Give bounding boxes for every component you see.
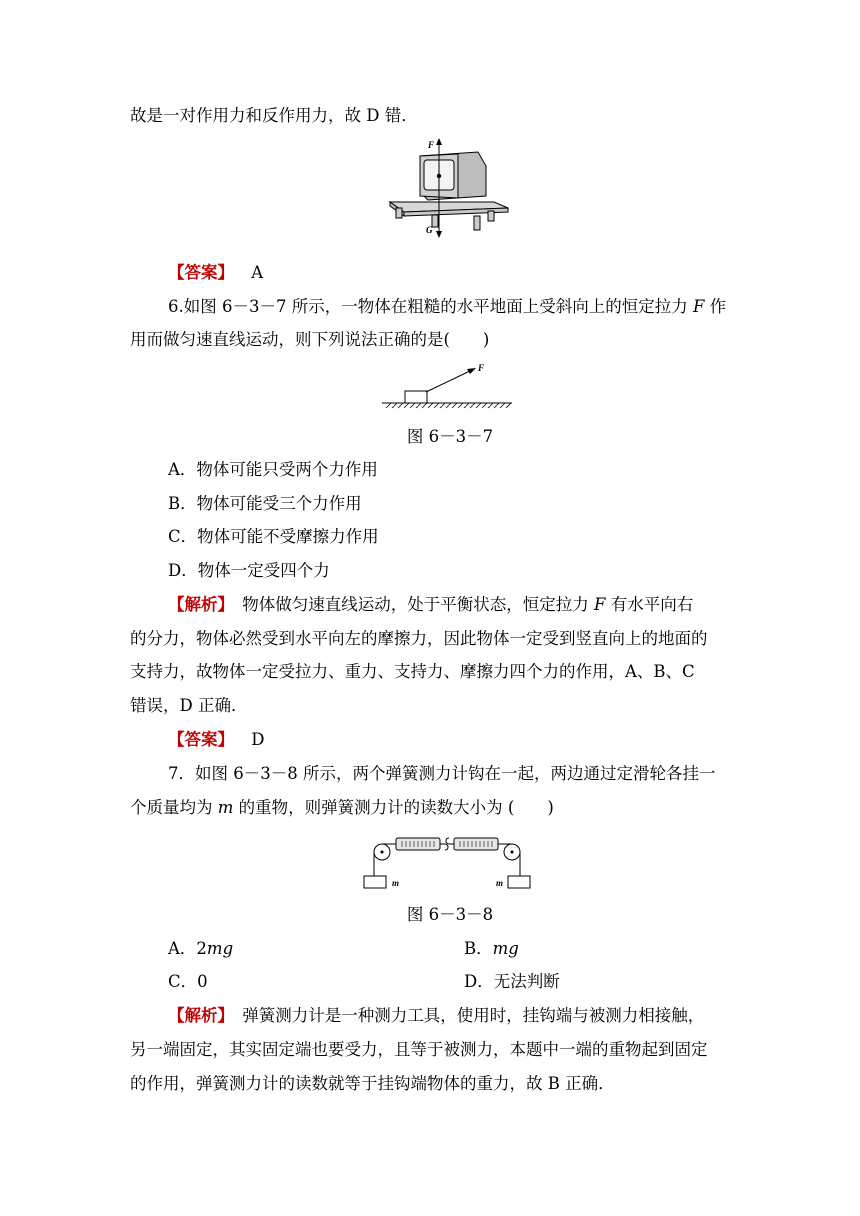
q7-analysis-line3: 的作用，弹簧测力计的读数就等于挂钩端物体的重力，故 B 正确． (130, 1074, 615, 1093)
tv-force-figure (386, 136, 512, 240)
figure-caption: 图 6－3－8 (406, 905, 494, 924)
answer-value: D (251, 730, 265, 749)
answer-value: A (251, 263, 264, 282)
q6-stem-line1: 6.如图 6－3－7 所示，一物体在粗糙的水平地面上受斜向上的恒定拉力 F 作 (168, 297, 727, 316)
option-d: D．物体一定受四个力 (168, 561, 330, 580)
option-d: D．无法判断 (464, 972, 560, 991)
q7-analysis-line2: 另一端固定，其实固定端也要受力，且等于被测力，本题中一端的重物起到固定 (130, 1040, 708, 1059)
q7-stem-line2: 个质量均为 m 的重物，则弹簧测力计的读数大小为 ( ) (130, 798, 554, 817)
previous-conclusion: 故是一对作用力和反作用力，故 D 错． (130, 106, 418, 125)
option-c: C．0 (168, 972, 208, 991)
mass-label-right: m (496, 878, 504, 888)
q6-stem-line2: 用而做匀速直线运动，则下列说法正确的是( ) (130, 330, 490, 349)
option-b: B．mg (464, 939, 519, 958)
q6-analysis-line3: 支持力，故物体一定受拉力、重力、支持力、摩擦力四个力的作用，A、B、C (130, 662, 695, 681)
q7-stem-line1: 7．如图 6－3－8 所示，两个弹簧测力计钩在一起，两边通过定滑轮各挂一 (168, 764, 716, 783)
q5-answer (168, 261, 263, 285)
answer-tag: 【答案】 (168, 730, 234, 749)
option-a: A．物体可能只受两个力作用 (168, 460, 378, 479)
analysis-tag: 【解析】 (168, 1006, 226, 1025)
answer-tag: 【答案】 (168, 263, 234, 282)
q6-analysis-line2: 的分力，物体必然受到水平向左的摩擦力，因此物体一定受到竖直向上的地面的 (130, 629, 708, 648)
q6-analysis-line1: 【解析】 物体做匀速直线运动，处于平衡状态，恒定拉力 F 有水平向右 (168, 595, 694, 614)
figure-caption: 图 6－3－7 (406, 427, 494, 446)
option-b: B．物体可能受三个力作用 (168, 494, 362, 513)
q6-answer (168, 728, 264, 752)
spring-scale-figure (360, 830, 536, 892)
analysis-tag: 【解析】 (168, 595, 226, 614)
force-f-label: F (478, 363, 485, 373)
block-figure (380, 362, 516, 412)
q6-analysis-line4: 错误，D 正确． (130, 696, 248, 715)
mass-label-left: m (392, 878, 400, 888)
force-f-label: F (428, 140, 435, 150)
q7-analysis-line1: 【解析】 弹簧测力计是一种测力工具，使用时，挂钩端与被测力相接触， (168, 1006, 705, 1025)
option-a: A．2mg (168, 939, 234, 958)
force-g-label: G (426, 225, 433, 235)
option-c: C．物体可能不受摩擦力作用 (168, 527, 379, 546)
